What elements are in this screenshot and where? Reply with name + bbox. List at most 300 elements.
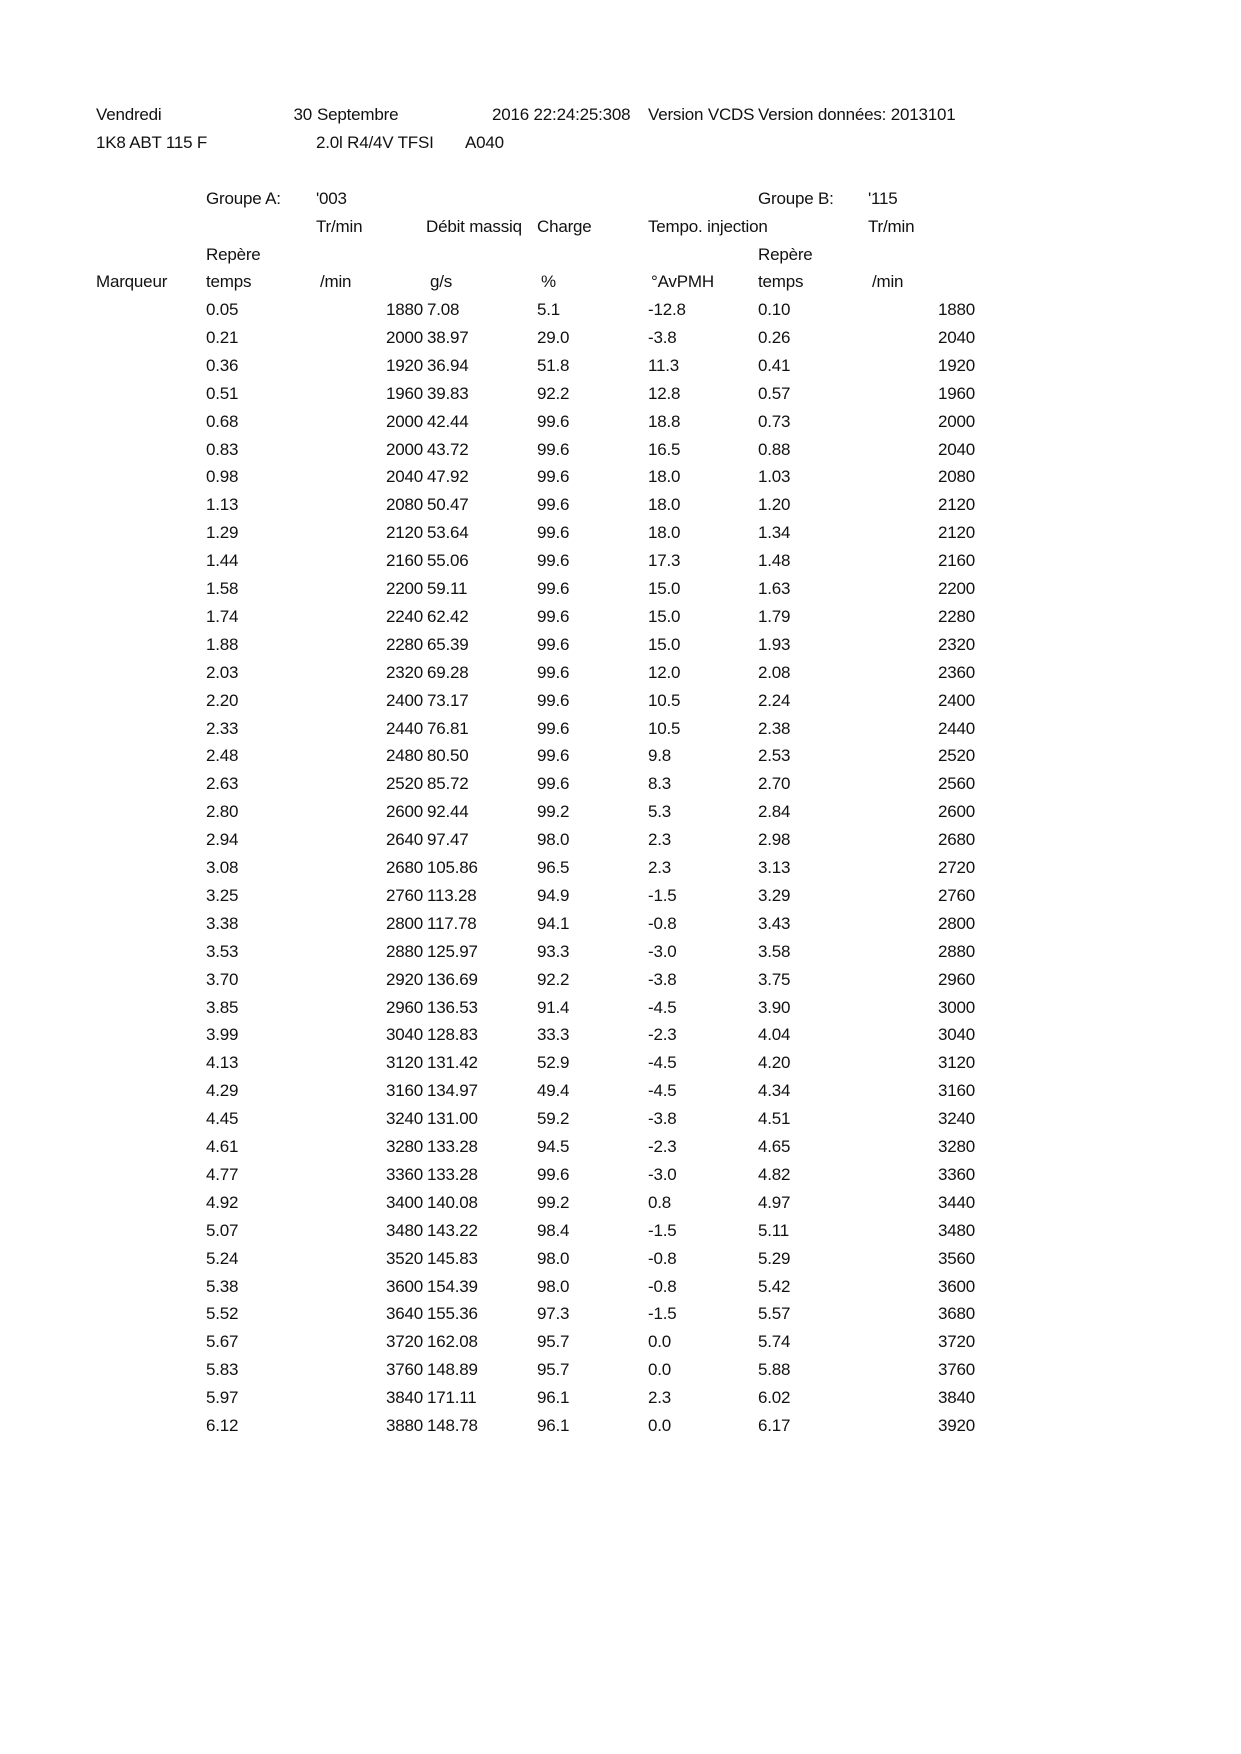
- cell-time-b: 2.24: [758, 690, 791, 710]
- cell-mass-flow: 65.39: [427, 634, 469, 654]
- cell-injection-timing: -3.8: [648, 327, 677, 347]
- cell-time-b: 2.53: [758, 746, 791, 766]
- cell-mass-flow: 62.42: [427, 606, 469, 626]
- cell-rpm-b: 2040: [937, 439, 975, 459]
- cell-mass-flow: 136.69: [427, 969, 478, 989]
- cell-mass-flow: 154.39: [427, 1276, 478, 1296]
- cell-rpm-b: 2280: [937, 606, 975, 626]
- cell-rpm-a: 3160: [385, 1081, 423, 1101]
- cell-injection-timing: 2.3: [648, 1388, 672, 1408]
- cell-time-a: 2.48: [206, 746, 239, 766]
- cell-rpm-a: 3840: [385, 1388, 423, 1408]
- unit-rpm-a: /min: [320, 272, 352, 291]
- cell-time-a: 3.53: [206, 941, 239, 961]
- col-a-load: Charge: [537, 217, 592, 236]
- unit-load: %: [541, 272, 556, 291]
- cell-time-a: 0.68: [206, 411, 239, 431]
- cell-mass-flow: 145.83: [427, 1248, 478, 1268]
- cell-load: 5.1: [537, 300, 561, 319]
- cell-time-a: 0.98: [206, 467, 239, 487]
- cell-injection-timing: -4.5: [648, 1081, 677, 1101]
- cell-rpm-a: 2080: [385, 495, 423, 515]
- cell-load: 99.2: [537, 1192, 570, 1212]
- cell-time-a: 0.21: [206, 327, 239, 347]
- cell-rpm-a: 2760: [385, 885, 423, 905]
- cell-load: 98.4: [537, 1220, 570, 1240]
- cell-time-b: 4.20: [758, 1053, 791, 1073]
- cell-rpm-b: 2360: [937, 662, 975, 682]
- cell-rpm-a: 2800: [385, 913, 423, 933]
- cell-time-b: 6.02: [758, 1388, 791, 1408]
- cell-rpm-a: 2640: [385, 830, 423, 850]
- cell-time-b: 4.82: [758, 1164, 791, 1184]
- cell-rpm-b: 2720: [937, 858, 975, 877]
- cell-time-b: 3.58: [758, 941, 791, 961]
- cell-load: 99.6: [537, 411, 570, 431]
- cell-time-a: 1.44: [206, 551, 239, 571]
- cell-mass-flow: 140.08: [427, 1192, 478, 1212]
- cell-time-b: 3.29: [758, 885, 791, 905]
- cell-injection-timing: 0.0: [648, 1332, 672, 1352]
- cell-time-b: 1.48: [758, 551, 791, 571]
- cell-rpm-b: 3720: [937, 1332, 975, 1352]
- cell-rpm-a: 1880: [385, 300, 423, 319]
- cell-time-a: 5.52: [206, 1304, 239, 1324]
- cell-time-b: 0.26: [758, 327, 791, 347]
- cell-load: 93.3: [537, 941, 570, 961]
- cell-time-a: 0.36: [206, 355, 239, 375]
- cell-mass-flow: 117.78: [427, 913, 477, 933]
- cell-rpm-a: 1960: [385, 383, 423, 403]
- cell-time-b: 0.73: [758, 411, 791, 431]
- cell-time-b: 2.38: [758, 718, 791, 738]
- cell-injection-timing: -1.5: [648, 885, 677, 905]
- cell-injection-timing: 8.3: [648, 774, 672, 794]
- cell-time-b: 1.79: [758, 606, 791, 626]
- cell-time-b: 3.90: [758, 997, 791, 1017]
- cell-load: 99.6: [537, 467, 570, 487]
- cell-mass-flow: 76.81: [427, 718, 469, 738]
- cell-mass-flow: 131.00: [427, 1109, 478, 1129]
- col-a-mass-flow: Débit massiq: [426, 217, 522, 236]
- cell-rpm-b: 3680: [937, 1304, 975, 1324]
- cell-mass-flow: 69.28: [427, 662, 469, 682]
- cell-rpm-b: 2200: [937, 579, 975, 598]
- cell-injection-timing: 15.0: [648, 634, 681, 654]
- cell-mass-flow: 128.83: [427, 1025, 478, 1045]
- col-a-injection: Tempo. injection: [648, 217, 768, 236]
- vcds-version: Version VCDS: [648, 105, 755, 124]
- cell-rpm-b: 2760: [937, 885, 975, 905]
- cell-time-a: 2.94: [206, 830, 239, 850]
- cell-time-b: 0.41: [758, 355, 791, 375]
- cell-rpm-b: 3160: [937, 1081, 975, 1101]
- cell-time-a: 2.03: [206, 662, 239, 682]
- cell-injection-timing: -1.5: [648, 1304, 677, 1324]
- cell-time-b: 2.84: [758, 802, 791, 822]
- cell-rpm-a: 2280: [385, 634, 423, 654]
- cell-load: 99.6: [537, 746, 570, 766]
- cell-time-b: 5.29: [758, 1248, 791, 1268]
- cell-time-a: 3.38: [206, 913, 239, 933]
- cell-rpm-a: 3360: [385, 1164, 423, 1184]
- cell-time-a: 3.25: [206, 885, 239, 905]
- cell-mass-flow: 134.97: [427, 1081, 478, 1101]
- cell-time-a: 4.29: [206, 1081, 239, 1101]
- cell-time-b: 2.70: [758, 774, 791, 794]
- cell-mass-flow: 125.97: [427, 941, 478, 961]
- cell-mass-flow: 50.47: [427, 495, 469, 515]
- cell-time-b: 0.88: [758, 439, 791, 459]
- marker-header: Marqueur: [96, 272, 168, 291]
- cell-rpm-a: 2920: [385, 969, 423, 989]
- cell-injection-timing: 2.3: [648, 830, 672, 850]
- cell-time-a: 4.61: [206, 1137, 239, 1156]
- cell-rpm-a: 3720: [385, 1332, 423, 1352]
- cell-injection-timing: -12.8: [648, 300, 686, 319]
- cell-time-a: 0.51: [206, 383, 239, 403]
- cell-injection-timing: 12.8: [648, 383, 681, 403]
- cell-injection-timing: 15.0: [648, 579, 681, 598]
- repere-a: Repère: [206, 245, 261, 264]
- cell-load: 99.2: [537, 802, 570, 822]
- cell-rpm-a: 3280: [385, 1137, 423, 1156]
- cell-mass-flow: 53.64: [427, 523, 469, 543]
- cell-injection-timing: -1.5: [648, 1220, 677, 1240]
- unit-rpm-b: /min: [872, 272, 904, 291]
- cell-time-b: 1.34: [758, 523, 791, 543]
- cell-time-b: 0.10: [758, 300, 791, 319]
- cell-mass-flow: 59.11: [427, 579, 468, 598]
- cell-rpm-a: 3120: [385, 1053, 423, 1073]
- repere-b: Repère: [758, 245, 813, 264]
- cell-injection-timing: -3.0: [648, 1164, 677, 1184]
- cell-injection-timing: 18.8: [648, 411, 681, 431]
- cell-mass-flow: 105.86: [427, 858, 478, 877]
- cell-mass-flow: 148.78: [427, 1416, 478, 1435]
- cell-rpm-b: 2440: [937, 718, 975, 738]
- cell-mass-flow: 133.28: [427, 1137, 478, 1156]
- cell-time-b: 1.93: [758, 634, 791, 654]
- cell-mass-flow: 36.94: [427, 355, 469, 375]
- col-b-rpm: Tr/min: [868, 217, 915, 236]
- cell-rpm-a: 3880: [385, 1416, 423, 1435]
- cell-mass-flow: 39.83: [427, 383, 469, 403]
- cell-load: 99.6: [537, 662, 570, 682]
- cell-time-b: 5.74: [758, 1332, 791, 1352]
- cell-time-b: 4.65: [758, 1137, 791, 1156]
- cell-rpm-b: 3440: [937, 1192, 975, 1212]
- cell-mass-flow: 148.89: [427, 1360, 478, 1380]
- cell-time-a: 3.08: [206, 858, 239, 877]
- cell-time-a: 3.99: [206, 1025, 239, 1045]
- cell-rpm-a: 2520: [385, 774, 423, 794]
- engine: 2.0l R4/4V TFSI: [316, 133, 434, 152]
- cell-injection-timing: -4.5: [648, 997, 677, 1017]
- cell-time-a: 1.58: [206, 579, 239, 598]
- cell-load: 29.0: [537, 327, 570, 347]
- cell-time-b: 1.63: [758, 579, 791, 598]
- cell-load: 99.6: [537, 495, 570, 515]
- cell-time-b: 4.34: [758, 1081, 791, 1101]
- cell-mass-flow: 171.11: [427, 1388, 477, 1408]
- cell-time-a: 4.45: [206, 1109, 239, 1129]
- cell-mass-flow: 43.72: [427, 439, 469, 459]
- cell-time-a: 0.05: [206, 300, 239, 319]
- cell-injection-timing: -4.5: [648, 1053, 677, 1073]
- cell-rpm-a: 2240: [385, 606, 423, 626]
- cell-mass-flow: 80.50: [427, 746, 469, 766]
- group-b-value: '115: [868, 189, 898, 208]
- cell-time-a: 5.07: [206, 1220, 239, 1240]
- cell-time-b: 5.57: [758, 1304, 791, 1324]
- cell-load: 51.8: [537, 355, 570, 375]
- cell-rpm-b: 2880: [937, 941, 975, 961]
- cell-rpm-a: 3400: [385, 1192, 423, 1212]
- data-version: Version données: 2013101: [758, 105, 956, 124]
- cell-time-a: 3.85: [206, 997, 239, 1017]
- cell-time-a: 4.13: [206, 1053, 239, 1073]
- cell-load: 33.3: [537, 1025, 570, 1045]
- cell-load: 94.1: [537, 913, 570, 933]
- cell-time-a: 1.13: [206, 495, 239, 515]
- cell-mass-flow: 47.92: [427, 467, 469, 487]
- cell-load: 95.7: [537, 1332, 570, 1352]
- day-label: Vendredi: [96, 105, 162, 124]
- cell-injection-timing: 9.8: [648, 746, 672, 766]
- unit-deg: °AvPMH: [651, 272, 714, 291]
- cell-rpm-b: 3560: [937, 1248, 975, 1268]
- cell-rpm-b: 3760: [937, 1360, 975, 1380]
- cell-time-b: 5.42: [758, 1276, 791, 1296]
- cell-load: 98.0: [537, 830, 570, 850]
- cell-time-b: 2.98: [758, 830, 791, 850]
- cell-injection-timing: 16.5: [648, 439, 681, 459]
- cell-time-a: 5.67: [206, 1332, 239, 1352]
- cell-rpm-a: 2880: [385, 941, 423, 961]
- cell-rpm-b: 3920: [937, 1416, 975, 1435]
- cell-mass-flow: 7.08: [427, 300, 460, 319]
- cell-rpm-b: 2160: [937, 551, 975, 571]
- cell-load: 94.5: [537, 1137, 570, 1156]
- date-day: 30: [293, 105, 312, 124]
- cell-time-b: 4.51: [758, 1109, 791, 1129]
- cell-load: 95.7: [537, 1360, 570, 1380]
- cell-injection-timing: 11.3: [648, 355, 680, 375]
- cell-injection-timing: 5.3: [648, 802, 672, 822]
- cell-rpm-b: 2000: [937, 411, 975, 431]
- cell-load: 99.6: [537, 634, 570, 654]
- temps-a-header: temps: [206, 272, 252, 291]
- cell-rpm-a: 3640: [385, 1304, 423, 1324]
- cell-rpm-a: 2000: [385, 439, 423, 459]
- cell-rpm-a: 2000: [385, 327, 423, 347]
- cell-time-b: 5.11: [758, 1220, 790, 1240]
- cell-rpm-b: 3360: [937, 1164, 975, 1184]
- cell-load: 94.9: [537, 885, 570, 905]
- cell-time-b: 6.17: [758, 1416, 791, 1435]
- cell-injection-timing: 17.3: [648, 551, 681, 571]
- cell-injection-timing: 18.0: [648, 523, 681, 543]
- cell-injection-timing: 10.5: [648, 690, 681, 710]
- cell-load: 99.6: [537, 439, 570, 459]
- cell-rpm-b: 1960: [937, 383, 975, 403]
- cell-rpm-a: 2040: [385, 467, 423, 487]
- cell-load: 96.1: [537, 1388, 570, 1408]
- cell-rpm-a: 2480: [385, 746, 423, 766]
- cell-rpm-b: 2080: [937, 467, 975, 487]
- cell-load: 99.6: [537, 1164, 570, 1184]
- cell-load: 99.6: [537, 579, 570, 598]
- cell-time-a: 3.70: [206, 969, 239, 989]
- cell-time-b: 1.03: [758, 467, 791, 487]
- cell-load: 98.0: [537, 1276, 570, 1296]
- cell-rpm-a: 3600: [385, 1276, 423, 1296]
- cell-load: 97.3: [537, 1304, 570, 1324]
- cell-rpm-a: 2600: [385, 802, 423, 822]
- cell-time-b: 5.88: [758, 1360, 791, 1380]
- date-month: Septembre: [317, 105, 399, 124]
- cell-injection-timing: 12.0: [648, 662, 681, 682]
- cell-mass-flow: 133.28: [427, 1164, 478, 1184]
- cell-rpm-a: 2320: [385, 662, 423, 682]
- cell-load: 99.6: [537, 718, 570, 738]
- unit-flow: g/s: [430, 272, 453, 291]
- cell-time-a: 5.83: [206, 1360, 239, 1380]
- cell-rpm-b: 2800: [937, 913, 975, 933]
- cell-mass-flow: 162.08: [427, 1332, 478, 1352]
- cell-injection-timing: 15.0: [648, 606, 681, 626]
- cell-time-b: 3.75: [758, 969, 791, 989]
- cell-mass-flow: 97.47: [427, 830, 469, 850]
- cell-rpm-a: 2200: [385, 579, 423, 598]
- cell-mass-flow: 42.44: [427, 411, 469, 431]
- cell-time-a: 1.29: [206, 523, 239, 543]
- cell-rpm-b: 2600: [937, 802, 975, 822]
- cell-rpm-a: 2160: [385, 551, 423, 571]
- cell-time-b: 2.08: [758, 662, 791, 682]
- cell-rpm-a: 2680: [385, 858, 423, 877]
- cell-injection-timing: -0.8: [648, 1276, 677, 1296]
- cell-time-a: 5.24: [206, 1248, 239, 1268]
- cell-rpm-b: 3040: [937, 1025, 975, 1045]
- cell-load: 99.6: [537, 523, 570, 543]
- cell-injection-timing: -2.3: [648, 1025, 677, 1045]
- cell-rpm-a: 3760: [385, 1360, 423, 1380]
- cell-load: 96.5: [537, 858, 570, 877]
- cell-injection-timing: 2.3: [648, 858, 672, 877]
- cell-rpm-b: 2680: [937, 830, 975, 850]
- cell-rpm-b: 3600: [937, 1276, 975, 1296]
- cell-load: 52.9: [537, 1053, 570, 1073]
- cell-time-b: 4.97: [758, 1192, 791, 1212]
- cell-mass-flow: 131.42: [427, 1053, 478, 1073]
- cell-injection-timing: 0.0: [648, 1416, 672, 1435]
- cell-time-b: 0.57: [758, 383, 791, 403]
- cell-rpm-a: 2440: [385, 718, 423, 738]
- cell-injection-timing: 0.0: [648, 1360, 672, 1380]
- cell-rpm-a: 1920: [385, 355, 423, 375]
- cell-time-a: 5.97: [206, 1388, 239, 1408]
- cell-rpm-b: 3480: [937, 1220, 975, 1240]
- cell-load: 59.2: [537, 1109, 570, 1129]
- cell-time-a: 2.20: [206, 690, 239, 710]
- cell-time-a: 4.92: [206, 1192, 239, 1212]
- cell-injection-timing: 0.8: [648, 1192, 672, 1212]
- cell-rpm-a: 3040: [385, 1025, 423, 1045]
- cell-load: 99.6: [537, 551, 570, 571]
- cell-time-b: 1.20: [758, 495, 791, 515]
- cell-mass-flow: 155.36: [427, 1304, 478, 1324]
- cell-time-a: 1.74: [206, 606, 239, 626]
- cell-injection-timing: -2.3: [648, 1137, 677, 1156]
- cell-rpm-b: 2120: [937, 523, 975, 543]
- cell-rpm-a: 2000: [385, 411, 423, 431]
- cell-time-b: 3.13: [758, 858, 791, 877]
- cell-rpm-b: 3280: [937, 1137, 975, 1156]
- cell-injection-timing: 10.5: [648, 718, 681, 738]
- cell-rpm-a: 3480: [385, 1220, 423, 1240]
- cell-mass-flow: 92.44: [427, 802, 469, 822]
- cell-injection-timing: -3.0: [648, 941, 677, 961]
- cell-rpm-a: 2960: [385, 997, 423, 1017]
- cell-load: 99.6: [537, 606, 570, 626]
- cell-mass-flow: 113.28: [427, 885, 477, 905]
- cell-time-b: 4.04: [758, 1025, 791, 1045]
- group-b-label: Groupe B:: [758, 189, 834, 208]
- cell-rpm-b: 3240: [937, 1109, 975, 1129]
- cell-mass-flow: 55.06: [427, 551, 469, 571]
- cell-time-a: 0.83: [206, 439, 239, 459]
- col-a-rpm: Tr/min: [316, 217, 363, 236]
- cell-rpm-b: 1880: [937, 300, 975, 319]
- cell-load: 49.4: [537, 1081, 570, 1101]
- cell-load: 99.6: [537, 774, 570, 794]
- cell-load: 96.1: [537, 1416, 570, 1435]
- cell-mass-flow: 136.53: [427, 997, 478, 1017]
- cell-mass-flow: 73.17: [427, 690, 469, 710]
- group-a-value: '003: [316, 189, 347, 208]
- cell-rpm-b: 2400: [937, 690, 975, 710]
- cell-time-a: 1.88: [206, 634, 239, 654]
- datetime: 2016 22:24:25:308: [492, 105, 631, 124]
- cell-rpm-b: 2120: [937, 495, 975, 515]
- cell-rpm-b: 2960: [937, 969, 975, 989]
- cell-time-a: 5.38: [206, 1276, 239, 1296]
- cell-rpm-b: 1920: [937, 355, 975, 375]
- cell-load: 91.4: [537, 997, 570, 1017]
- vehicle-code: 1K8 ABT 115 F: [96, 133, 208, 152]
- cell-rpm-b: 2040: [937, 327, 975, 347]
- cell-time-a: 2.63: [206, 774, 239, 794]
- cell-injection-timing: -0.8: [648, 1248, 677, 1268]
- cell-time-a: 2.33: [206, 718, 239, 738]
- cell-load: 92.2: [537, 383, 570, 403]
- cell-rpm-b: 2520: [937, 746, 975, 766]
- cell-rpm-a: 3240: [385, 1109, 423, 1129]
- engine-code: A040: [465, 133, 504, 152]
- cell-rpm-a: 3520: [385, 1248, 423, 1268]
- cell-rpm-b: 2560: [937, 774, 975, 794]
- cell-rpm-b: 3000: [937, 997, 975, 1017]
- cell-injection-timing: -0.8: [648, 913, 677, 933]
- cell-injection-timing: 18.0: [648, 467, 681, 487]
- cell-time-b: 3.43: [758, 913, 791, 933]
- cell-load: 92.2: [537, 969, 570, 989]
- group-a-label: Groupe A:: [206, 189, 281, 208]
- cell-mass-flow: 85.72: [427, 774, 469, 794]
- cell-load: 99.6: [537, 690, 570, 710]
